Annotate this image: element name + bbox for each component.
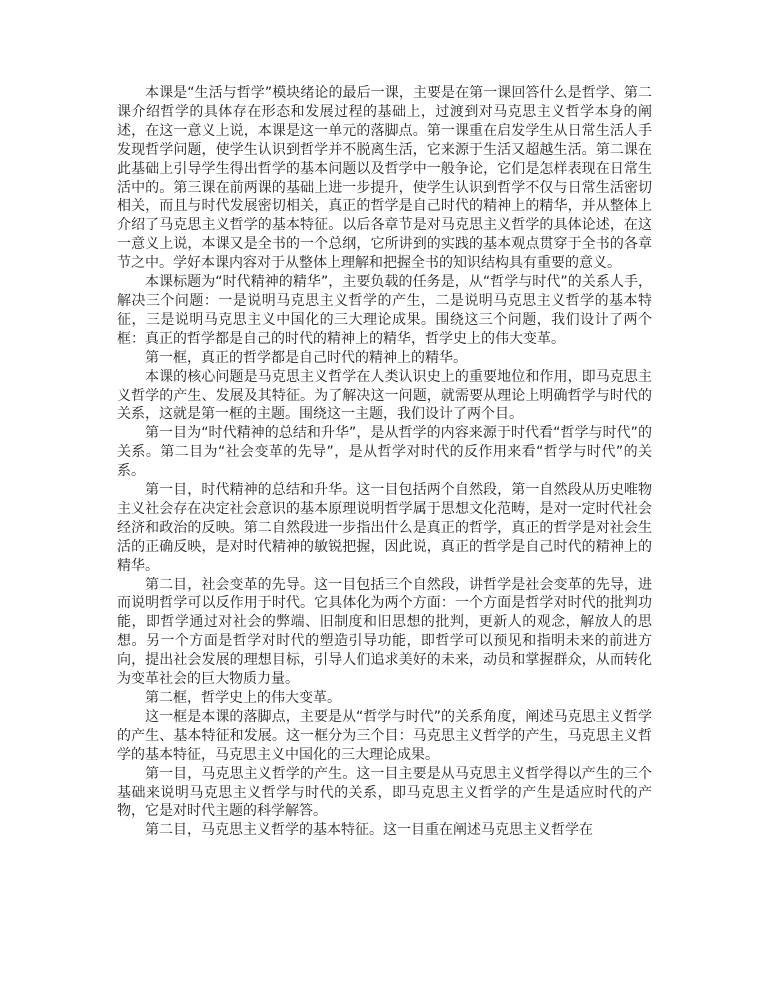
paragraph: 第二目，社会变革的先导。这一目包括三个自然段，讲哲学是社会变革的先导，进而说明哲学可以反作用于时代。它具体化为两个方面：一个方面是哲学对时代的批判功能，即哲学通过对社会的弊端、旧制度和旧思想的批判，更新人的观念，解放人的思想。另一个方面是哲学对时代的塑造引导功能，即哲学可以预见和指明未来的前进方向，提出社会发展的理想目标，引导人们追求美好的未来，动员和掌握群众，从而转化为变革社会的巨大物质力量。 (117, 576, 652, 688)
document-body (117, 84, 652, 840)
paragraph: 本课是“生活与哲学”模块绪论的最后一课，主要是在第一课回答什么是哲学、第二课介绍哲学的具体存在形态和发展过程的基础上，过渡到对马克思主义哲学本身的阐述，在这一意义上说，本课是这一单元的落脚点。第一课重在启发学生从日常生活人手发现哲学问题，使学生认识到哲学并不脱离生活，它来源于生活又超越生活。第二课在此基础上引导学生得出哲学的基本问题以及哲学中一般争论，它们是怎样表现在日常生活中的。第三课在前两课的基础上进一步提升，使学生认识到哲学不仅与日常生活密切相关，而且与时代发展密切相关，真正的哲学是自己时代的精神上的精华，并从整体上介绍了马克思主义哲学的基本特征。以后各章节是对马克思主义哲学的具体论述，在这一意义上说，本课又是全书的一个总纲，它所讲到的实践的基本观点贯穿于全书的各章节之中。学好本课内容对于从整体上理解和把握全书的知识结构具有重要的意义。 (117, 85, 652, 272)
paragraph: 这一框是本课的落脚点，主要是从“哲学与时代”的关系角度，阐述马克思主义哲学的产生、基本特征和发展。这一框分为三个目：马克思主义哲学的产生，马克思主义哲学的基本特征，马克思主义中国化的三大理论成果。 (117, 708, 652, 763)
paragraph: 第二框，哲学史上的伟大变革。 (145, 690, 341, 706)
paragraph: 第一目，马克思主义哲学的产生。这一目主要是从马克思主义哲学得以产生的三个基础来说明马克思主义哲学与时代的关系，即马克思主义哲学的产生是适应时代的产物，它是对时代主题的科学解答。 (117, 765, 652, 820)
paragraph: 第一框，真正的哲学都是自己时代的精神上的精华。 (145, 349, 467, 366)
paragraph: 第一目，时代精神的总结和升华。这一目包括两个自然段，第一自然段从历史唯物主义社会存在决定社会意识的基本原理说明哲学属于思想文化范畴，是对一定时代社会经济和政治的反映。第二自然段进一步指出什么是真正的哲学，真正的哲学是对社会生活的正确反映，是对时代精神的敏锐把握，因此说，真正的哲学是自己时代的精神上的精华。 (117, 482, 652, 574)
paragraph: 本课标题为“时代精神的精华”，主要负载的任务是，从“哲学与时代”的关系人手，解决三个问题：一是说明马克思主义哲学的产生，二是说明马克思主义哲学的基本特征，三是说明马克思主义中国化的三大理论成果。围绕这三个问题，我们设计了两个框：真正的哲学都是自己的时代的精神上的精华，哲学史上的伟大变革。 (117, 274, 652, 347)
paragraph: 第一目为“时代精神的总结和升华”，是从哲学的内容来源于时代看“哲学与时代”的关系。第二目为“社会变革的先导”，是从哲学对时代的反作用来看“哲学与时代”的关系。 (117, 425, 652, 480)
paragraph: 本课的核心问题是马克思主义哲学在人类认识史上的重要地位和作用，即马克思主义哲学的产生、发展及其特征。为了解决这一问题，就需要从理论上明确哲学与时代的关系，这就是第一框的主题。围绕这一主题，我们设计了两个目。 (117, 368, 652, 423)
paragraph: 第二目，马克思主义哲学的基本特征。这一目重在阐述马克思主义哲学在 (145, 822, 593, 839)
